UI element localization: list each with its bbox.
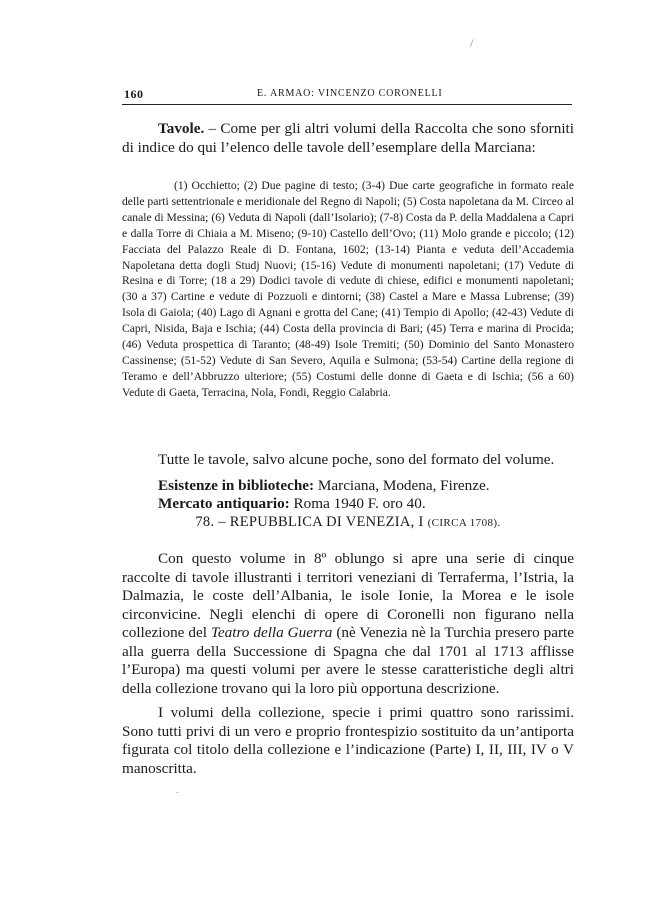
format-note: Tutte le tavole, salvo alcune poche, sono del formato del volume. [158,451,555,468]
section-title: 78. – REPUBBLICA DI VENEZIA, I [195,514,424,530]
paragraph-1 [122,550,574,698]
paragraph-1-before: Con questo volume in 8º oblungo si apre una serie di cinque raccolte di tavole illustranti i territori veneziani di Terraferma, l’Istria, la Dalmazia, le coste dell’Albania, le isole Ionie, la Morea e le isole circonvicine. Negli elenchi di opere di Coronelli non figurano nella collezione del [122,550,574,641]
running-header [122,86,572,105]
market-value: Roma 1940 F. oro 40. [289,495,426,512]
paragraph-2: I volumi della collezione, specie i primi quattro sono rarissimi. Sono tutti privi di un vero e proprio frontespizio sostituito da un’antiporta figurata col titolo della collezione e l’indicazione (Parte) I, II, III, IV o V manoscritta. [122,704,574,777]
intro-paragraph [122,120,574,157]
paragraph-1-after: (nè Venezia nè la Turchia presero parte alla guerra della Successione di Spagna che dal 1701 al 1713 afflisse l’Europa) ma questi volumi per avere le stesse caratteristiche degli altri della collezione trovano qui la loro più opportuna descrizione. [122,624,574,697]
market-label: Mercato antiquario: [158,495,290,512]
section-heading [122,514,574,531]
libraries-line [122,477,574,495]
plates-list: (1) Occhietto; (2) Due pagine di testo; (3-4) Due carte geografiche in formato reale delle parti settentrionale e meridionale del Regno di Napoli; (5) Costa napoletana da M. Circeo al canale di Messina; (6) Veduta di Napoli (dall’Isolario); (7-8) Costa da P. della Maddalena a Capri e dalla Torre di Chiaia a M. Miseno; (9-10) Castello dell’Ovo; (11) Molo grande e piccolo; (12) Facciata del Palazzo Reale di D. Fontana, 1602; (13-14) Pianta e veduta dell’Accademia Napoletana detta dogli Studj Nuovi; (15-16) Vedute di monumenti napoletani; (17) Vedute di Resina e di Torre; (18 a 29) Dodici tavole di vedute di chiese, edifici e monumenti napoletani; (30 a 37) Cartine e vedute di Pozzuoli e dintorni; (38) Castel a Mare e Massa Lubrense; (39) Isola di Gaiola; (40) Lago di Agnani e grotta del Cane; (41) Tempio di Apollo; (42-43) Vedute di Capri, Nisida, Baja e Ischia; (44) Costa della provincia di Bari; (45) Terra e marina di Procida; (46) Veduta prospettica di Taranto; (48-49) Isole Tremiti; (50) Dominio del Santo Monastero Cassinense; (51-52) Vedute di San Severo, Aquila e Sulmona; (53-54) Cartine della regione di Teramo e dell’Abbruzzo ulteriore; (55) Costumi delle donne di Gaeta e di Ischia; (56 a 60) Vedute di Gaeta, Terracina, Nola, Fondi, Reggio Calabria. [122,179,575,399]
market-line [122,495,574,513]
libraries-value: Marciana, Modena, Firenze. [314,477,490,494]
pencil-mark: / [470,36,474,50]
work-title: Teatro della Guerra [210,624,333,641]
section-date: (CIRCA 1708). [427,517,501,529]
page-number: 160 [124,87,144,101]
dot-mark: . [176,785,179,796]
libraries-label: Esistenze in biblioteche: [158,477,315,494]
running-title: E. ARMAO: VINCENZO CORONELLI [257,88,443,99]
intro-lead: Tavole. [158,120,205,137]
intro-text: – Come per gli altri volumi della Raccolta che sono sforniti di indice do qui l’elenco delle tavole dell’esemplare della Marciana: [122,120,574,156]
